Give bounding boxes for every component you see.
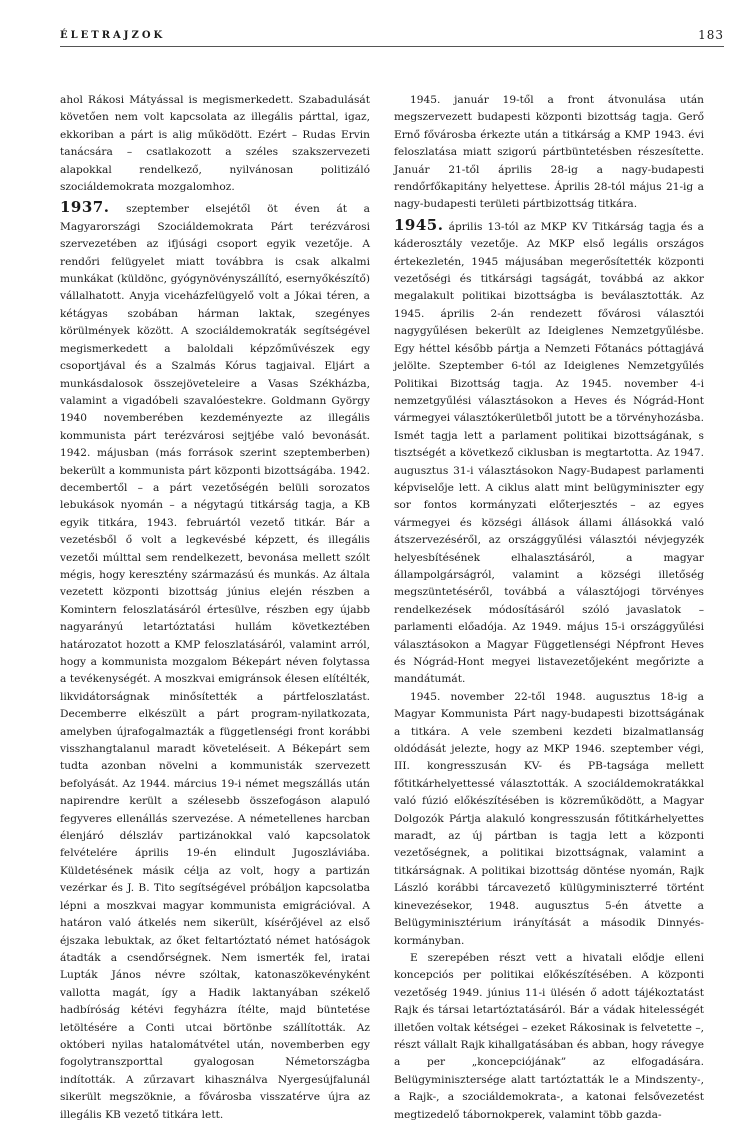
paragraph-text: szeptember elsejétől öt éven át a Magyarországi Szociáldemokrata Párt terézvárosi szervezetében az ifjúsági csoport egyik vezetője. A rendőri felügyelet miatt továbbra is csak alkalmi munkákat (küldönc, gyógynövényszállító, esernyőkészítő) vállalhatott. Anyja viceházfelügyelő volt a Jókai téren, a kétágyas szobában hárman laktak, szegényes körülmények között. A szociáldemokraták segítségével megismerkedett a baloldali képzőművészek egy csoportjával és a Szalmás Kórus tagjaival. Eljárt a munkásdalosok összejöveteleire a Vasas Székházba, valamint a vigadóbeli szavalóestekre. Goldmann György 1940 novemberében kezdeményezte az illegális kommunista párt terézvárosi sejtjébe való bevonását. 1942. májusban (más források szerint szeptemberben) bekerült a kommunista párt központi bizottságába. 1942. decembertől – a párt vezetőségén belüli sorozatos lebukások nyomán – a négytagú titkárság tagja, a KB egyik titkára, 1943. februártól vezető titkár. Bár a vezetésből ő volt a legkevésbé képzett, és illegális vezetői múlttal sem rendelkezett, bevonása mellett szólt mégis, hogy keresztény származású és munkás. Az általa vezetett központi bizottság június elején részben a Komintern feloszlatásáról értesülve, részben egy újabb nagyarányú letartóztatási hullám következtében határozatot hozott a KMP feloszlatásáról, valamint arról, hogy a kommunista mozgalom Békepárt néven folytassa a tevékenységét. A moszkvai emigránsok élesen elítélték, likvidátorságnak minősítették a pártfeloszlatást. Decemberre elkészült a párt program-nyilatkozata, amelyben újrafogalmazták a függetlenségi front korábbi visszhangtalanul maradt követeléseit. A Békepárt sem tudta azonban növelni a kommunisták szervezett befolyását. Az 1944. március 19-i német megszállás után napirendre került a szélesebb összefogáson alapuló fegyveres ellenállás szervezése. A németellenes harcban élenjáró délszláv partizánokkal való kapcsolatok felvételére április 19-én elindult Jugoszláviába. Küldetésének másik célja az volt, hogy a partizán vezérkar és J. B. Tito segítségével próbáljon kapcsolatba lépni a moszkvai magyar kommunista emigrációval. A határon való átkelés nem sikerült, kísérőjével az első éjszaka lebuktak, az őket feltartóztató német hatóságok átadták a csendőrségnek. Nem ismerték fel, iratai Lupták János névre szóltak, katonaszökevényként vallotta magát, így a Hadik laktanyában székelő hadbíróság kétévi fegyházra ítélte, majd büntetése letöltésére a Conti utcai börtönbe szállították. Az októberi nyilas hatalomátvétel után, novemberben egy fogolytranszporttal gyalogosan Németországba indították. A zűrzavart kihasználva Nyergesújfalunál sikerült megszöknie, a fővárosba visszatérve újra az illegális KB vezető titkára lett.	[60, 203, 370, 1121]
year-heading: 1945.	[394, 215, 444, 234]
paragraph	[394, 215, 704, 689]
right-column	[394, 92, 704, 1124]
year-heading: 1937.	[60, 198, 110, 217]
text-columns	[60, 92, 704, 1124]
paragraph	[60, 198, 370, 1124]
paragraph: ahol Rákosi Mátyással is megismerkedett. Szabadulását követően nem volt kapcsolata az illegális párttal, igaz, ekkoriban a párt is alig működött. Ezért – Rudas Ervin tanácsára – csatlakozott a széles szakszervezeti alapokkal rendelkező, nyilvánosan politizáló szociáldemokrata mozgalomhoz.	[60, 94, 370, 194]
paragraph-text: április 13-tól az MKP KV Titkárság tagja és a káderosztály vezetője. Az MKP első legális országos értekezletén, 1945 májusában megerősítették központi vezetőségi és titkársági tagságát, továbbá az akkor megalakult politikai bizottságba is beválasztották. Az 1945. április 2-án rendezett fővárosi választói nagygyűlésen bekerült az Ideiglenes Nemzetgyűlésbe. Egy héttel később pártja a Nemzeti Főtanács póttagjává jelölte. Szeptember 6-tól az Ideiglenes Nemzetgyűlés Politikai Bizottság tagja. Az 1945. november 4-i nemzetgyűlési választásokon a Heves és Nógrád-Hont vármegyei választókerületből jutott be a törvényhozásba. Ismét tagja lett a parlament politikai bizottságának, s tisztségét a következő ciklusban is megtartotta. Az 1947. augusztus 31-i választásokon Nagy-Budapest parlamenti képviselője lett. A ciklus alatt mint belügyminiszter egy sor fontos kormányzati előterjesztés – az egyes vármegyei és községi állások állami állásokká való átszervezéséről, az országgyűlési választói névjegyzék helyesbítésének elhalasztásáról, a magyar állampolgárságról, valamint a községi illetőség megszüntetéséről, továbbá a választójogi törvényes rendelkezések módosításáról szóló javaslatok – parlamenti előadója. Az 1949. május 15-i országgyűlési választásokon a Magyar Függetlenségi Népfront Heves és Nógrád-Hont megyei listavezetőjeként megőrizte a mandátumát.	[394, 220, 704, 686]
paragraph: 1945. január 19-től a front átvonulása után megszervezett budapesti központi bizottság tagja. Gerő Ernő fővárosba érkezte után a titkárság a KMP 1943. évi feloszlatása miatt szigorú pártbüntetésben részesítette. Január 21-től április 28-ig a nagy-budapesti rendőrfőkapitány helyettese. Április 28-tól május 21-ig a nagy-budapesti területi pártbizottság titkára.	[394, 94, 704, 211]
running-head: ÉLETRAJZOK	[60, 30, 166, 41]
paragraph: 1945. november 22-től 1948. augusztus 18-ig a Magyar Kommunista Párt nagy-budapesti bizottságának a titkára. A vele szembeni kezdeti bizalmatlanság oldódását jelezte, hogy az MKP 1946. szeptember végi, III. kongresszusán KV- és PB-tagsága mellett főtitkárhelyettessé választották. A szociáldemokratákkal való fúzió előkészítésében is közreműködött, a Magyar Dolgozók Pártja alakuló kongresszusán főtitkárhelyettes maradt, az új pártban is tagja lett a központi vezetőségnek, a politikai bizottságnak, valamint a titkárságnak. A politikai bizottság döntése nyomán, Rajk László korábbi tárcavezető külügyminiszterré történt kinevezésekor, 1948. augusztus 5-én átvette a Belügyminisztérium irányítását a második Dinnyés-kormányban.	[394, 690, 704, 947]
left-column	[60, 92, 370, 1124]
page-header	[60, 26, 724, 47]
paragraph: E szerepében részt vett a hivatali elődje elleni koncepciós per politikai előkészítésében. A központi vezetőség 1949. június 11-i ülésén ő adott tájékoztatást Rajk és társai letartóztatásáról. Bár a vádak hitelességét illetően voltak kétségei – ezeket Rákosinak is felvetette –, részt vállalt Rajk kihallgatásában és abban, hogy rávegye a per „koncepciójának” az elfogadására. Belügyminisztersége alatt tartóztatták le a Mindszenty-, a Rajk-, a szociáldemokrata-, a katonai felsővezetést megtizedelő tábornokperek, valamint több gazda-	[394, 951, 704, 1121]
page-number: 183	[698, 28, 724, 42]
